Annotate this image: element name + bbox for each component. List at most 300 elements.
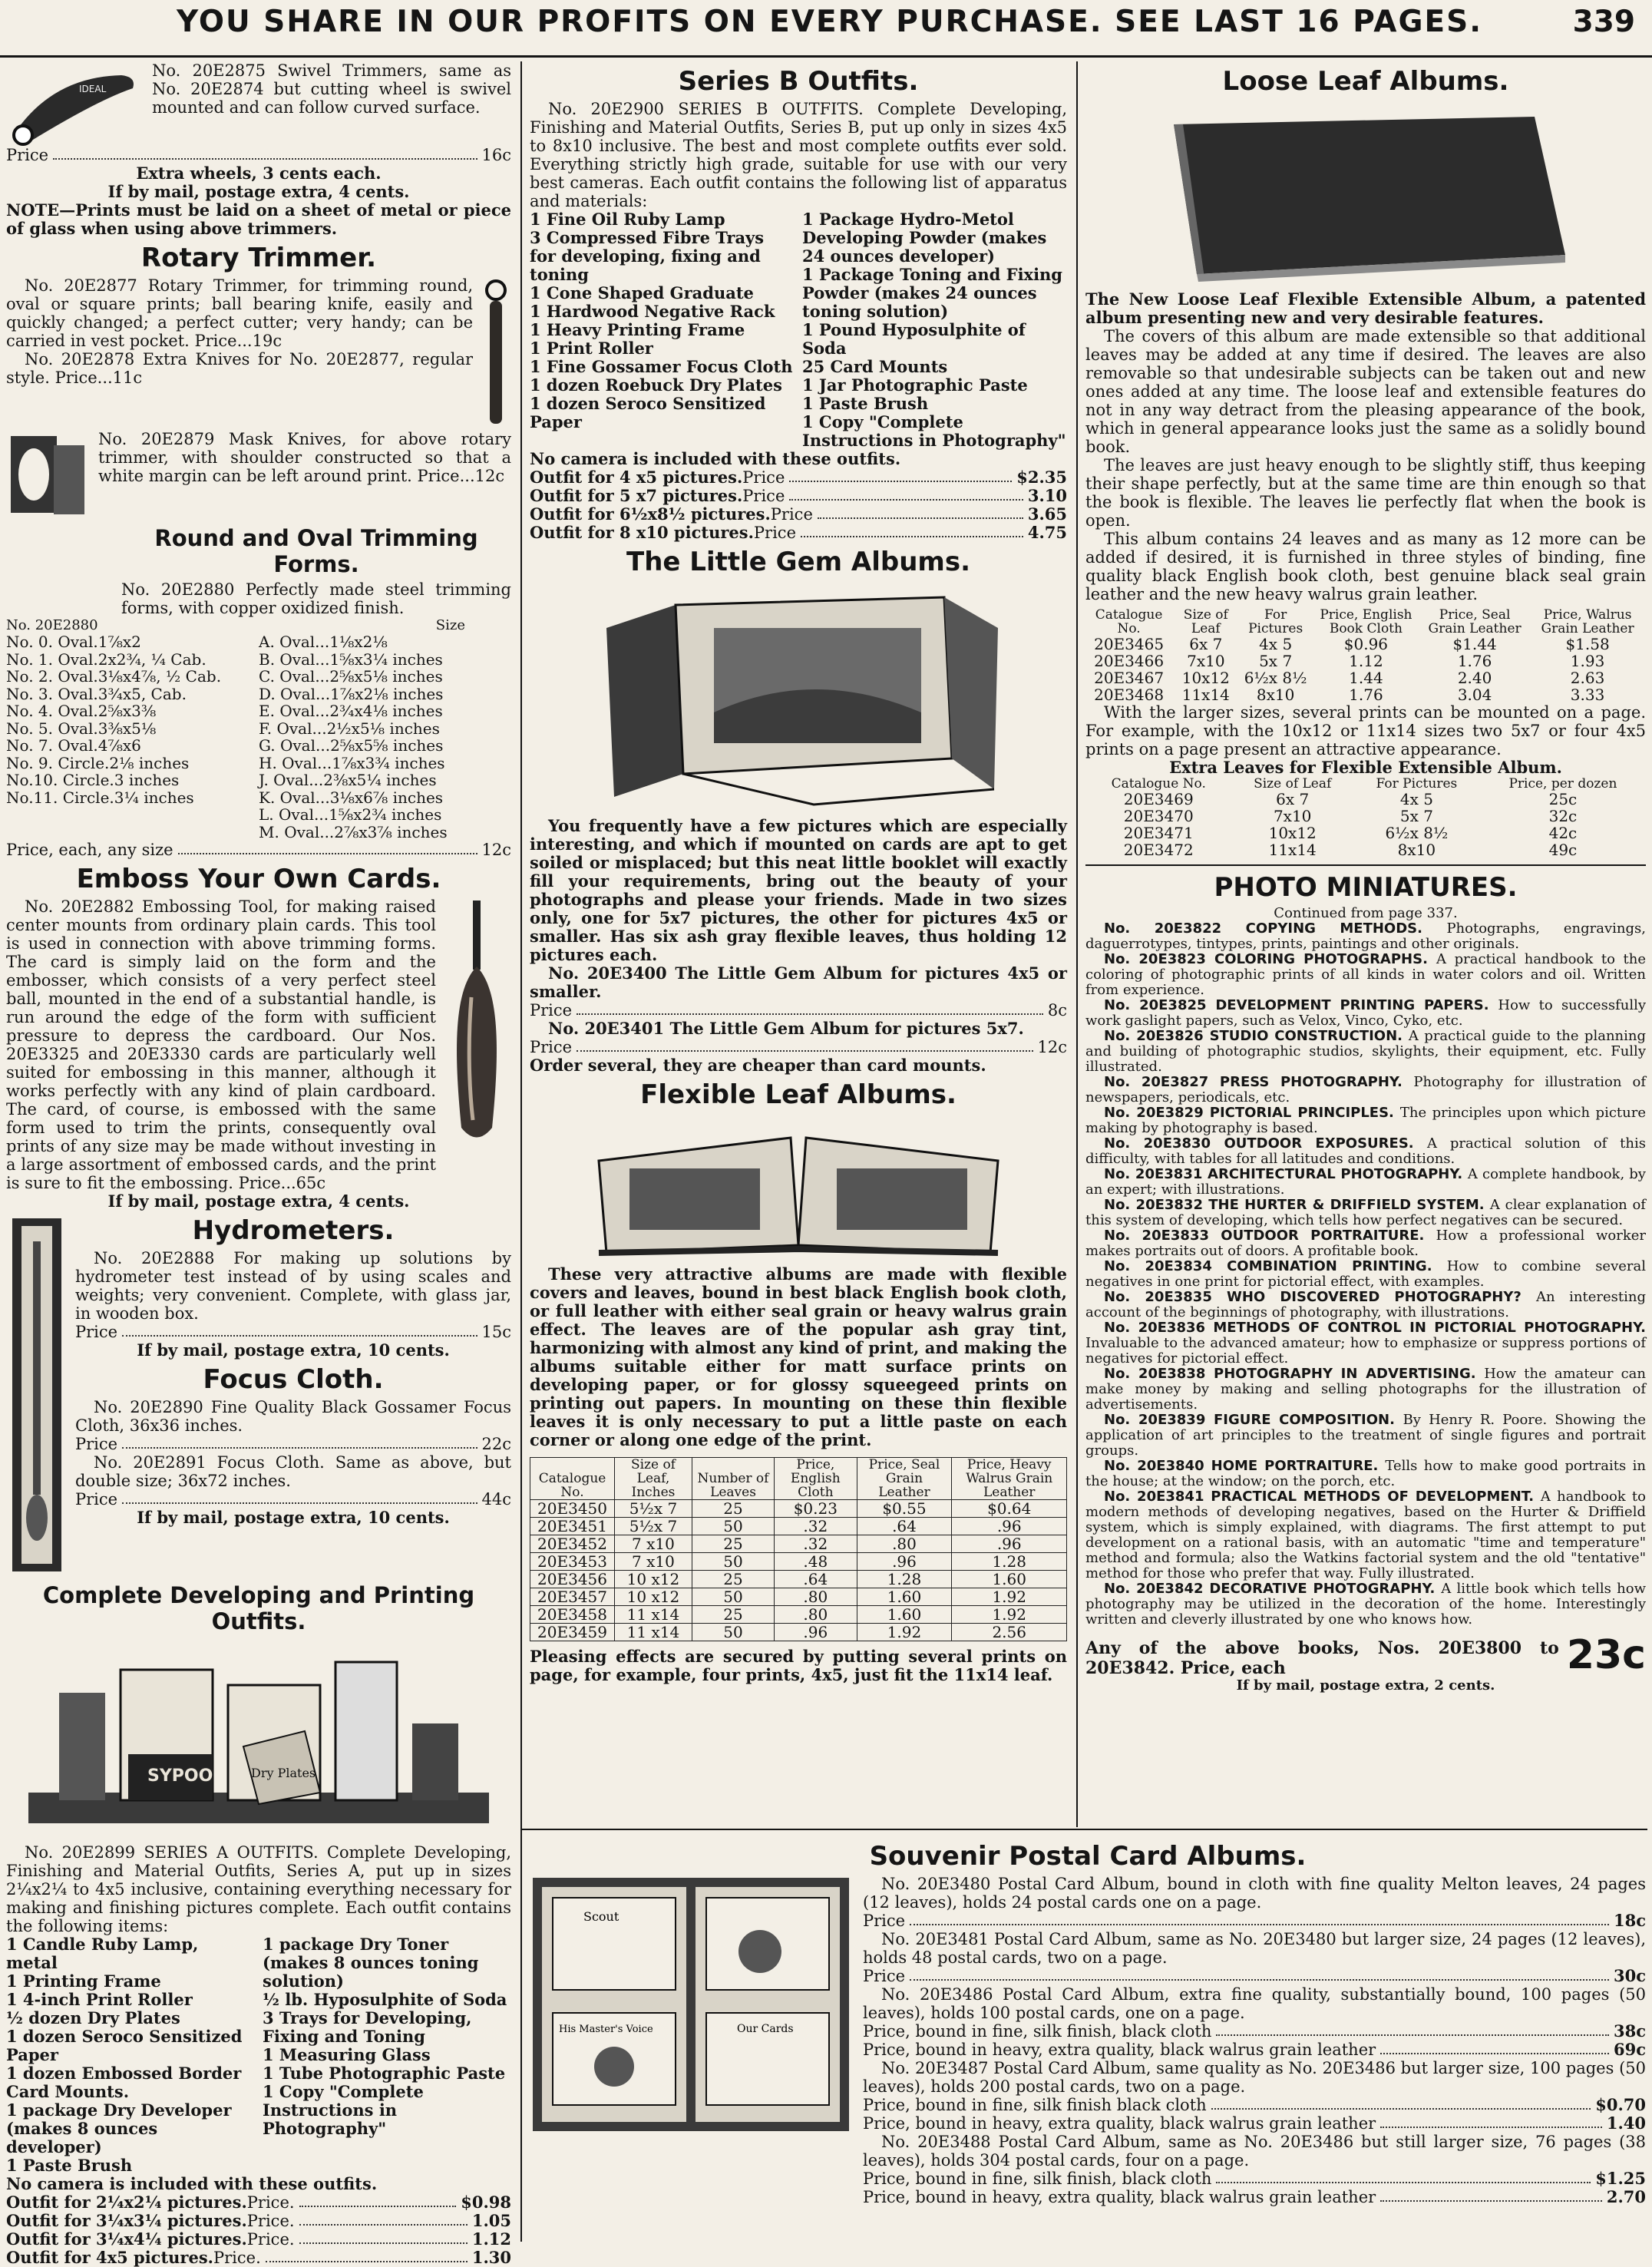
price-label: Price	[863, 1912, 906, 1930]
mask-knife-icon	[6, 430, 91, 522]
flex-table-header-cell: Price, English Cloth	[775, 1458, 857, 1500]
extra-table-header-cell: Catalogue No.	[1111, 776, 1206, 791]
flex-table-cell: 1.28	[952, 1553, 1067, 1571]
complete-text: No. 20E2899 SERIES A OUTFITS. Complete Developing, Finishing and Material Outfits, Series A, put up in sizes 2¼x2¼ to 4x5 inclusive, containing everything necessary for making and finishing pictures complete. Each outfit contains the following items:	[6, 1843, 511, 1935]
oval-size-item: No.10. Circle.3 inches	[6, 771, 180, 789]
flex-table-row	[530, 1571, 1067, 1588]
price-label: Price	[75, 1323, 118, 1341]
loose-table-header-cell: Price, Walrus Grain Leather	[1541, 607, 1634, 636]
price-value: 8c	[1047, 1001, 1067, 1019]
flex-table-cell: 20E3450	[530, 1500, 615, 1518]
extra-table-cell: 49c	[1548, 841, 1578, 859]
mini-item-desc: Tells how to make good portraits in the house; at the window; on the porch, etc.	[1085, 1458, 1646, 1489]
mini-item	[1085, 1366, 1646, 1413]
price-dots	[1216, 2170, 1591, 2183]
mini-item	[1085, 1320, 1646, 1366]
flex-table-row	[530, 1588, 1067, 1606]
mini-item	[1085, 1029, 1646, 1075]
loose-table-body	[1085, 636, 1646, 703]
series-b-no-camera: No camera is included with these outfits.	[530, 449, 901, 468]
price-value: 1.05	[471, 2211, 511, 2230]
photo-miniatures	[1085, 872, 1646, 1694]
series-b-item: 1 Copy "Complete Instructions in Photography"	[802, 412, 1066, 450]
hydrometer-heading: Hydrometers.	[192, 1215, 395, 1246]
price-value: $2.35	[1016, 468, 1067, 487]
series-b-item: 25 Card Mounts	[802, 357, 948, 376]
outfit-price-line	[6, 2230, 511, 2249]
series-a-items	[6, 1935, 511, 2175]
gem-price-line-1	[530, 1001, 1067, 1019]
mini-item	[1085, 1136, 1646, 1167]
price-dots	[1380, 2041, 1609, 2054]
flexible-album-illustration	[583, 1115, 1013, 1261]
series-a-item: 1 Candle Ruby Lamp, metal	[6, 1935, 199, 1972]
mini-item-desc: An interesting account of the beginnings of photography, with illustrations.	[1085, 1289, 1646, 1320]
mini-item-desc: A practical solution of this difficulty, with tables for all latitudes and conditions.	[1085, 1135, 1646, 1167]
flex-table-cell: .96	[952, 1518, 1067, 1535]
mask-knives	[6, 430, 511, 522]
loose-table-row	[1085, 636, 1646, 653]
flex-table-cell: 25	[692, 1535, 774, 1553]
loose-text-4: With the larger sizes, several prints can be mounted on a page. For example, with the 10x12 or 11x14 sizes two 5x7 or four 4x5 prints on a page present an attractive appearance.	[1085, 703, 1646, 758]
flex-table-header-cell: Number of Leaves	[692, 1458, 774, 1500]
rotary-text-2: No. 20E2878 Extra Knives for No. 20E2877, regular style. Price...11c	[6, 350, 473, 387]
loose-table-row	[1085, 686, 1646, 703]
flex-table-cell: 10 x12	[615, 1571, 692, 1588]
mini-item-title: No. 20E3842 DECORATIVE PHOTOGRAPHY.	[1104, 1581, 1442, 1597]
flex-table-cell: $0.55	[857, 1500, 952, 1518]
loose-text-2: The leaves are just heavy enough to be slightly stiff, thus keeping their shape perfectly, but at the same time are thin enough so that the book is flexible. The leaves lie perfectly flat when the book is open.	[1085, 456, 1646, 530]
flex-table-row	[530, 1553, 1067, 1571]
price-dots	[910, 1967, 1609, 1981]
extra-table-row	[1085, 808, 1646, 825]
oval-size-item: B. Oval...1⅝x3¼ inches	[259, 649, 443, 669]
outfit-label: Outfit for 4 x5 pictures.	[530, 468, 743, 487]
mini-item	[1085, 1413, 1646, 1459]
oval-caption-row	[6, 617, 511, 633]
price-value: $0.98	[461, 2193, 511, 2212]
flex-table-cell: .80	[775, 1606, 857, 1624]
flex-table-header-cell: Price, Seal Grain Leather	[857, 1458, 952, 1500]
mini-item-desc: How the amateur can make money by making and selling photographs for the illustration of advertisements.	[1085, 1366, 1646, 1413]
oval-size-item: No. 0. Oval.1⅞x2	[6, 633, 141, 651]
price-value: 69c	[1613, 2040, 1646, 2059]
oval-size-item: L. Oval...1⅝x2¾ inches	[259, 805, 442, 824]
price-value: 38c	[1613, 2021, 1646, 2041]
emboss-mail: If by mail, postage extra, 4 cents.	[107, 1191, 410, 1211]
flex-table-cell: 10 x12	[615, 1588, 692, 1606]
price-label: Price	[75, 1435, 118, 1453]
column-rule-1	[520, 61, 522, 2242]
svg-text:IDEAL: IDEAL	[79, 84, 107, 94]
loose-table-cell: 20E3468	[1094, 686, 1165, 704]
oval-size-item: No. 1. Oval.2x2¾, ¼ Cab.	[6, 649, 206, 669]
series-b-item: 3 Compressed Fibre Trays for developing, fixing and toning	[530, 228, 765, 284]
flex-table-cell: 20E3457	[530, 1588, 615, 1606]
mini-heading: PHOTO MINIATURES.	[1214, 872, 1518, 903]
price-value: 3.10	[1027, 486, 1067, 505]
rotary-text-3: No. 20E2879 Mask Knives, for above rotary trimmer, with shoulder constructed so that a white margin can be left around print. Price...12c	[98, 430, 511, 485]
price-value: 1.40	[1606, 2113, 1646, 2133]
postal-item-text: No. 20E3487 Postal Card Album, same quality as No. 20E3486 but larger size, 100 pages (50 leaves), holds 200 postal cards, two on a page.	[863, 2059, 1646, 2096]
mini-item	[1085, 1228, 1646, 1259]
series-b-right	[802, 210, 1067, 450]
swivel-note: NOTE—Prints must be laid on a sheet of metal or piece of glass when using above trimmers.	[6, 200, 511, 238]
outfit-price-line	[530, 468, 1067, 487]
price-label: Price	[530, 1038, 573, 1056]
flex-table-cell: 2.56	[952, 1624, 1067, 1641]
loose-table-cell: 2.63	[1570, 669, 1605, 687]
price-label: Price, each, any size	[6, 841, 173, 859]
price-label: Price	[75, 1490, 118, 1509]
flex-table-cell: 20E3451	[530, 1518, 615, 1535]
series-b-item: 1 Hardwood Negative Rack	[530, 302, 775, 321]
mini-item	[1085, 1105, 1646, 1136]
mini-item	[1085, 952, 1646, 998]
gem-order: Order several, they are cheaper than card mounts.	[530, 1056, 986, 1075]
postal-items	[863, 1875, 1646, 2206]
loose-table-header-cell: Price, English Book Cloth	[1320, 607, 1412, 636]
price-dots	[1211, 2096, 1591, 2110]
series-a-item: 3 Trays for Developing, Fixing and Toning	[263, 2008, 472, 2046]
price-dots	[299, 2193, 457, 2207]
gem-price-line-2	[530, 1038, 1067, 1056]
outfit-box-label: SYPOO	[147, 1766, 213, 1786]
flex-table-cell: .32	[775, 1535, 857, 1553]
flex-table-cell: 1.60	[857, 1588, 952, 1606]
extra-table-cell: 6x 7	[1276, 790, 1310, 808]
loose-table-cell: 1.76	[1349, 686, 1383, 704]
focus-text-1: No. 20E2890 Fine Quality Black Gossamer Focus Cloth, 36x36 inches.	[75, 1398, 511, 1435]
flex-table-row	[530, 1500, 1067, 1518]
series-a-item: 1 Copy "Complete Instructions in Photography"	[263, 2082, 424, 2138]
extra-table-cell: 4x 5	[1399, 790, 1433, 808]
mini-item-title: No. 20E3836 METHODS OF CONTROL IN PICTORIAL PHOTOGRAPHY.	[1104, 1320, 1646, 1336]
outfit-label: Outfit for 3¼x3¼ pictures.	[6, 2211, 247, 2230]
complete-heading: Complete Developing and Printing Outfits.	[42, 1582, 475, 1634]
mini-mail: If by mail, postage extra, 2 cents.	[1236, 1677, 1495, 1694]
mini-price-row	[1085, 1632, 1646, 1678]
flex-table-cell: 7 x10	[615, 1535, 692, 1553]
price-dots	[910, 1912, 1609, 1925]
flex-table-cell: 20E3458	[530, 1606, 615, 1624]
loose-caption: The New Loose Leaf Flexible Extensible Album, a patented album presenting new and very desirable features.	[1085, 289, 1646, 327]
series-a-item: 1 package Dry Toner (makes 8 ounces toning solution)	[263, 1935, 479, 1991]
extra-table-cell: 20E3470	[1123, 807, 1194, 825]
price-dots	[801, 524, 1023, 537]
postal-heading: Souvenir Postal Card Albums.	[869, 1841, 1307, 1872]
flex-table-cell: .80	[857, 1535, 952, 1553]
postal-price-line	[863, 1912, 1646, 1930]
mini-item-desc: The principles upon which picture making by photography is based.	[1085, 1105, 1646, 1136]
postal-fig-label-2: His Master's Voice	[559, 2024, 653, 2035]
gem-item-2: No. 20E3401 The Little Gem Album for pictures 5x7.	[548, 1019, 1024, 1038]
hydrometer-icon	[6, 1211, 68, 1579]
loose-table-cell: 1.44	[1349, 669, 1383, 687]
loose-table-cell: 3.04	[1457, 686, 1492, 704]
loose-table-cell: 1.93	[1570, 652, 1605, 670]
price-label: Price.	[246, 2212, 295, 2230]
mini-item-desc: How to successfully work gaslight papers, such as Velox, Vinco, Cyko, etc.	[1085, 997, 1647, 1029]
rotary-trimmer-icon	[481, 276, 511, 430]
loose-text-1: The covers of this album are made extensible so that additional leaves may be added at any time if desired. The leaves are also removable so that undesirable subjects can be taken out and new ones added at any time. The loose leaf and extensible features do not in any way detract from the pleasing appearance of the book, which in general appearance looks just the same as a solidly bound book.	[1085, 327, 1646, 456]
series-a-prices	[6, 2193, 511, 2267]
extra-table-cell: 8x10	[1397, 841, 1436, 859]
flex-table-cell: 5½x 7	[615, 1518, 692, 1535]
mini-item-desc: A clear explanation of this system of developing, which tells how perfect negatives can be secured.	[1085, 1197, 1646, 1228]
mini-item	[1085, 921, 1646, 952]
outfit-label: Outfit for 6½x8½ pictures.	[530, 504, 771, 524]
flex-table-cell: .48	[775, 1553, 857, 1571]
mini-item-title: No. 20E3833 OUTDOOR PORTRAITURE.	[1104, 1228, 1436, 1244]
mini-item	[1085, 1075, 1646, 1105]
extra-table-header-cell: Size of Leaf	[1254, 776, 1332, 791]
swivel-trimmer-icon	[6, 61, 144, 146]
oval-size-item: No.11. Circle.3¼ inches	[6, 788, 194, 807]
mini-rule	[1085, 864, 1646, 866]
flex-table-cell: .32	[775, 1518, 857, 1535]
flex-table-cell: 20E3456	[530, 1571, 615, 1588]
oval-size-item: No. 3. Oval.3¾x5, Cab.	[6, 684, 187, 703]
postal-price-line	[863, 2170, 1646, 2188]
price-dots	[1216, 2022, 1609, 2036]
oval-size-item: J. Oval...2⅜x5¼ inches	[259, 771, 437, 789]
oval-sizes	[6, 633, 511, 841]
mini-item-desc: Invaluable to the advanced amateur; how to emphasize or suppress portions of negatives for pictorial effect.	[1085, 1335, 1646, 1366]
mini-item-title: No. 20E3822 COPYING METHODS.	[1104, 920, 1447, 937]
rotary-text-1: No. 20E2877 Rotary Trimmer, for trimming round, oval or square prints; ball bearing knife, easily and quickly changed; a perfect cutter; very handy; can be carried in vest pocket. Price...19c	[6, 276, 473, 350]
price-label: Price, bound in fine, silk finish, black cloth	[863, 2022, 1212, 2041]
outfit-label: Outfit for 5 x7 pictures.	[530, 486, 743, 505]
mini-item-title: No. 20E3841 PRACTICAL METHODS OF DEVELOPMENT.	[1104, 1489, 1541, 1505]
outfit-price-line	[530, 505, 1067, 524]
flex-table-cell: 11 x14	[615, 1606, 692, 1624]
price-label: Price	[863, 1967, 906, 1985]
postal-album-section	[530, 1836, 1646, 2239]
price-dots	[1380, 2114, 1602, 2128]
dry-plates-label: Dry Plates	[251, 1766, 316, 1780]
series-a-right	[263, 1935, 511, 2175]
loose-table-cell: $1.58	[1565, 635, 1610, 653]
loose-table-cell: 5x 7	[1259, 652, 1293, 670]
postal-item-text: No. 20E3480 Postal Card Album, bound in cloth with fine quality Melton leaves, 24 pages (12 leaves), holds 24 postal cards one on a page.	[863, 1875, 1646, 1912]
flex-footer: Pleasing effects are secured by putting several prints on page, for example, four prints, 4x5, just fit the 11x14 leaf.	[530, 1647, 1067, 1684]
loose-leaf-album-illustration	[1151, 101, 1581, 286]
flex-table-cell: 7 x10	[615, 1553, 692, 1571]
oval-size-item: F. Oval...2½x5⅛ inches	[259, 719, 440, 738]
flex-table-cell: 50	[692, 1624, 774, 1641]
extra-table-cell: 20E3471	[1123, 824, 1194, 842]
flex-table-cell: 25	[692, 1500, 774, 1518]
mini-item-title: No. 20E3834 COMBINATION PRINTING.	[1104, 1258, 1447, 1274]
price-dots	[789, 487, 1023, 501]
mini-item-title: No. 20E3832 THE HURTER & DRIFFIELD SYSTEM.	[1104, 1197, 1490, 1213]
price-label: Price, bound in heavy, extra quality, black walrus grain leather	[863, 2114, 1376, 2133]
outfit-label: Outfit for 4x5 pictures.	[6, 2248, 213, 2267]
flex-table-cell: .80	[775, 1588, 857, 1606]
oval-size-item: H. Oval...1⅞x3¾ inches	[259, 753, 445, 772]
flex-table-row	[530, 1518, 1067, 1535]
hydrometer-mail: If by mail, postage extra, 10 cents.	[137, 1340, 450, 1360]
loose-table-header-cell: Price, Seal Grain Leather	[1428, 607, 1521, 636]
postal-fig-label-3: Our Cards	[737, 2023, 794, 2035]
focus-text-2: No. 20E2891 Focus Cloth. Same as above, but double size; 36x72 inches.	[75, 1453, 511, 1490]
price-value: 2.70	[1606, 2187, 1646, 2206]
mini-item-title: No. 20E3827 PRESS PHOTOGRAPHY.	[1104, 1074, 1414, 1090]
price-label: Price	[770, 505, 813, 524]
loose-table-cell: 10x12	[1181, 669, 1230, 687]
mini-item-title: No. 20E3830 OUTDOOR EXPOSURES.	[1104, 1135, 1428, 1152]
loose-text-3: This album contains 24 leaves and as many as 12 more can be added if desired, it is furnished in three styles of binding, fine quality black English book cloth, best genuine black seal grain leather and the new heavy walrus grain leather.	[1085, 530, 1646, 603]
oval-size-item: G. Oval...2⅝x5⅝ inches	[259, 736, 444, 755]
price-value: 1.12	[471, 2229, 511, 2249]
loose-table-cell: 4x 5	[1259, 635, 1293, 653]
outfit-price-line	[6, 2193, 511, 2212]
extra-table-cell: 25c	[1548, 790, 1578, 808]
flex-table-cell: 20E3453	[530, 1553, 615, 1571]
series-b-item: 1 dozen Roebuck Dry Plates	[530, 375, 782, 395]
postal-price-line	[863, 2022, 1646, 2041]
price-value: $1.25	[1595, 2169, 1646, 2188]
mini-item	[1085, 1167, 1646, 1198]
oval-text: No. 20E2880 Perfectly made steel trimming forms, with copper oxidized finish.	[121, 580, 511, 617]
extra-table-cell: 20E3469	[1123, 790, 1194, 808]
series-b-left	[530, 210, 795, 450]
series-a-item: 1 4-inch Print Roller	[6, 1990, 193, 2009]
postal-price-line	[863, 2114, 1646, 2133]
oval-size-item: D. Oval...1⅞x2⅛ inches	[259, 684, 444, 703]
loose-table-cell: 3.33	[1570, 686, 1605, 704]
loose-table-cell: 1.12	[1349, 652, 1383, 670]
mini-item-desc: How to combine several negatives in one print for pictorial effect, with examples.	[1085, 1258, 1646, 1290]
flex-table-header-cell: Size of Leaf, Inches	[615, 1458, 692, 1500]
loose-table-header-cell: For Pictures	[1248, 607, 1303, 636]
postal-price-line	[863, 2096, 1646, 2114]
flex-table-cell: 1.92	[857, 1624, 952, 1641]
loose-table-header	[1085, 608, 1646, 636]
extra-table-cell: 5x 7	[1399, 807, 1433, 825]
flex-table-cell: 25	[692, 1571, 774, 1588]
mini-item	[1085, 1581, 1646, 1628]
gem-item-1: No. 20E3400 The Little Gem Album for pictures 4x5 or smaller.	[530, 963, 1067, 1001]
mini-item-desc: A practical handbook to the coloring of photographic prints of all kinds in water colors and oil. Written from experience.	[1085, 951, 1646, 998]
postal-item-text: No. 20E3481 Postal Card Album, same as No. 20E3480 but larger size, 24 pages (12 leaves), holds 48 postal cards, two on a page.	[863, 1930, 1646, 1967]
flex-table-row	[530, 1535, 1067, 1553]
series-a-item: ½ lb. Hyposulphite of Soda	[263, 1990, 507, 2009]
series-a-item: 1 dozen Embossed Border Card Mounts.	[6, 2064, 242, 2101]
mini-items	[1085, 921, 1646, 1628]
extra-table-row	[1085, 825, 1646, 841]
oval-size-item: No. 9. Circle.2⅛ inches	[6, 753, 190, 772]
loose-heading: Loose Leaf Albums.	[1222, 66, 1509, 97]
series-b-item: 1 Pound Hyposulphite of Soda	[802, 320, 1026, 358]
loose-table-row	[1085, 669, 1646, 686]
loose-table-header-cell: Size of Leaf	[1183, 607, 1228, 636]
extra-table-cell: 11x14	[1268, 841, 1317, 859]
loose-table-cell: 8x10	[1256, 686, 1295, 704]
series-a-item: 1 Measuring Glass	[263, 2045, 431, 2064]
loose-table-cell: $1.44	[1452, 635, 1497, 653]
mini-item-desc: How a professional worker makes portraits out of doors. A profitable book.	[1085, 1228, 1646, 1259]
price-label: Price, bound in heavy, extra quality, black walrus grain leather	[863, 2041, 1376, 2059]
mini-item-desc: A practical guide to the planning and building of photographic studios, skylights, their equipment, etc. Fully illustrated.	[1085, 1028, 1646, 1075]
postal-item-text: No. 20E3486 Postal Card Album, extra fine quality, substantially bound, 100 pages (50 leaves), holds 100 postal cards, one on a page.	[863, 1985, 1646, 2022]
flex-table-cell: .64	[775, 1571, 857, 1588]
loose-table-cell: 6½x 8½	[1244, 669, 1307, 687]
flex-table-cell: 50	[692, 1553, 774, 1571]
extra-table-header-cell: Price, per dozen	[1508, 776, 1617, 791]
postal-album-illustration	[530, 1875, 852, 2136]
price-label: Price, bound in fine, silk finish, black cloth	[863, 2170, 1212, 2188]
oval-size-item: M. Oval...2⅞x3⅞ inches	[259, 822, 448, 841]
oval-price-line	[6, 841, 511, 859]
price-value: 1.30	[471, 2248, 511, 2267]
focus-mail: If by mail, postage extra, 10 cents.	[137, 1508, 450, 1527]
extra-leaves-heading: Extra Leaves for Flexible Extensible Album.	[1169, 758, 1562, 777]
oval-size-item: No. 7. Oval.4⅞x6	[6, 736, 141, 755]
oval-size-item: E. Oval...2¾x4⅛ inches	[259, 702, 443, 720]
focus-heading: Focus Cloth.	[203, 1364, 384, 1395]
oval-heading: Round and Oval Trimming Forms.	[154, 525, 478, 577]
loose-table-cell: 7x10	[1187, 652, 1225, 670]
oval-figure-label: No. 20E2880	[6, 617, 98, 633]
mini-continued: Continued from page 337.	[1274, 905, 1458, 921]
price-value: 16c	[481, 146, 511, 164]
extra-table-cell: 7x10	[1273, 807, 1312, 825]
flex-table-cell: 25	[692, 1606, 774, 1624]
mini-item-desc: A little book which tells how photography may be utilized in the decoration of the home. Interestingly written and cleverly illustrated by one who knows how.	[1085, 1581, 1646, 1628]
focus-price-line-2	[75, 1490, 511, 1509]
emboss-heading: Emboss Your Own Cards.	[76, 864, 441, 894]
page-header	[0, 0, 1652, 58]
oval-right-list	[259, 633, 511, 841]
oval-size-item: No. 4. Oval.2⅝x3⅜	[6, 702, 157, 720]
loose-table-cell: 6x 7	[1189, 635, 1223, 653]
postal-price-line	[863, 2041, 1646, 2059]
mini-any: Any of the above books, Nos. 20E3800 to 20E3842. Price, each	[1085, 1638, 1559, 1678]
hydro-focus-section	[6, 1211, 511, 1579]
extra-table-header	[1085, 777, 1646, 791]
price-value: 18c	[1613, 1911, 1646, 1930]
series-a-item: 1 Paste Brush	[6, 2156, 133, 2175]
loose-table-cell: $0.96	[1343, 635, 1389, 653]
extra-table-cell: 10x12	[1268, 824, 1317, 842]
outfit-price-line	[6, 2212, 511, 2230]
loose-table-cell: 11x14	[1181, 686, 1230, 704]
swivel-title: No. 20E2875 Swivel Trimmers, same as No. 20E2874 but cutting wheel is swivel mounted and can follow curved surface.	[152, 61, 511, 117]
price-value: $0.70	[1595, 2095, 1646, 2114]
price-label: Price	[742, 468, 785, 487]
price-value: 22c	[481, 1435, 511, 1453]
price-label: Price	[742, 487, 785, 505]
outfit-price-line	[6, 2249, 511, 2267]
loose-table-cell: 1.76	[1457, 652, 1492, 670]
swivel-trimmer-section	[6, 61, 511, 146]
rotary-heading: Rotary Trimmer.	[140, 243, 377, 273]
mini-item-title: No. 20E3839 FIGURE COMPOSITION.	[1104, 1412, 1403, 1428]
series-b-item: 1 Package Hydro-Metol Developing Powder (makes 24 ounces developer)	[802, 210, 1047, 266]
series-b-item: 1 Heavy Printing Frame	[530, 320, 745, 339]
outfit-label: Outfit for 8 x10 pictures.	[530, 523, 754, 542]
mini-item-title: No. 20E3831 ARCHITECTURAL PHOTOGRAPHY.	[1104, 1166, 1468, 1182]
mini-item	[1085, 1489, 1646, 1581]
emboss-text: No. 20E2882 Embossing Tool, for making raised center mounts from ordinary plain cards. This tool is used in connection with above trimming forms. The card is simply laid on the form and the embosser, which consists of a very perfect steel ball, mounted in the end of a substantial handle, is run around the edge of the form with sufficient pressure to depress the cardboard. Our Nos. 20E3325 and 20E3330 cards are particularly well suited for embossing in this manner, although it works perfectly with any kind of plain cardboard. The card, of course, is embossed with the same form used to trim the prints, consequently oval prints of any size may be made without investing in a large assortment of embossed cards, and the print is sure to fit the embossing. Price...65c	[6, 897, 436, 1192]
outfit-label: Outfit for 2¼x2¼ pictures.	[6, 2193, 247, 2212]
extra-table-cell: 42c	[1548, 824, 1578, 842]
flex-table-cell: 1.92	[952, 1588, 1067, 1606]
postal-price-line	[863, 2188, 1646, 2206]
series-b-item: 1 Jar Photographic Paste	[802, 375, 1028, 395]
